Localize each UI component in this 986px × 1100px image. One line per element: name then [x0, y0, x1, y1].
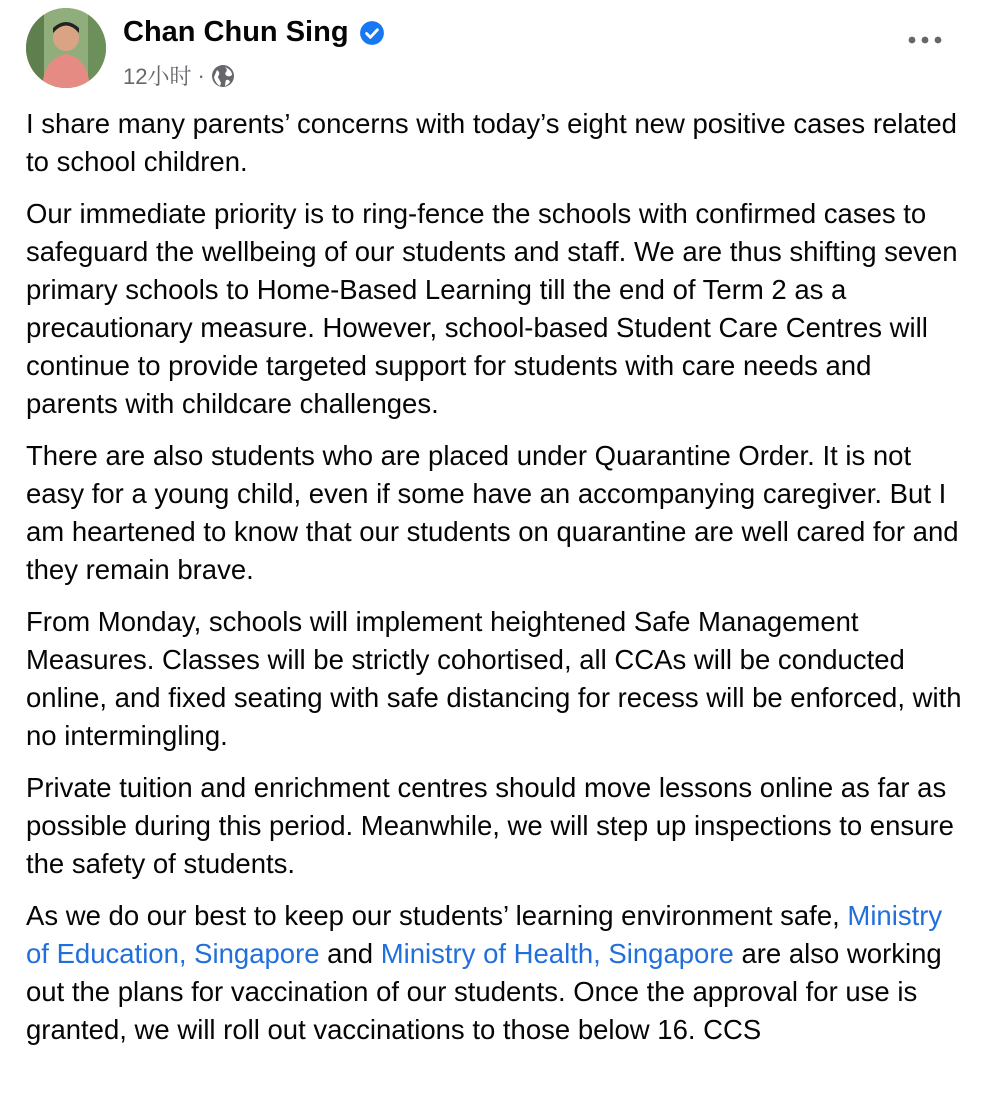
post-meta	[123, 60, 235, 91]
post-paragraph: I share many parents’ concerns with today’s eight new positive cases related to school children.	[26, 108, 957, 177]
moe-page-link[interactable]: Ministry of Education, Singapore	[26, 900, 943, 969]
moh-page-link[interactable]: Ministry of Health, Singapore	[380, 938, 734, 969]
post-paragraph: Private tuition and enrichment centres should move lessons online as far as possible during this period. Meanwhile, we will step up inspections to ensure the safety of students.	[26, 772, 954, 879]
paragraph-text: As we do our best to keep our students’ learning environment safe,	[26, 900, 848, 931]
more-horizontal-icon[interactable]	[906, 30, 946, 50]
paragraph-text: are also working out the plans for vaccination of our students. Once the approval for use is granted, we will roll out vaccinations to those below 16. CCS	[26, 938, 942, 1045]
avatar[interactable]	[26, 8, 106, 88]
paragraph-text: and	[319, 938, 381, 969]
author-row	[123, 16, 385, 49]
meta-separator: ·	[197, 62, 205, 88]
verified-badge-icon	[359, 20, 385, 46]
author-name[interactable]: Chan Chun Sing	[123, 16, 349, 48]
post-paragraph: From Monday, schools will implement heightened Safe Management Measures. Classes will be strictly cohortised, all CCAs will be conducted online, and fixed seating with safe distancing for recess will be enforced, with no intermingling.	[26, 606, 962, 751]
post-paragraph-last	[26, 897, 966, 1049]
post-header	[26, 8, 960, 90]
post-timestamp[interactable]: 12小时	[123, 64, 192, 89]
post-paragraph: Our immediate priority is to ring-fence the schools with confirmed cases to safeguard the wellbeing of our students and staff. We are thus shifting seven primary schools to Home-Based Learning till the end of Term 2 as a precautionary measure. However, school-based Student Care Centres will continue to provide targeted support for students with care needs and parents with childcare challenges.	[26, 198, 958, 419]
post-body	[26, 105, 966, 1063]
globe-icon[interactable]	[211, 64, 235, 88]
post-paragraph: There are also students who are placed under Quarantine Order. It is not easy for a young child, even if some have an accompanying caregiver. But I am heartened to know that our students on quarantine are well cared for and they remain brave.	[26, 440, 959, 585]
